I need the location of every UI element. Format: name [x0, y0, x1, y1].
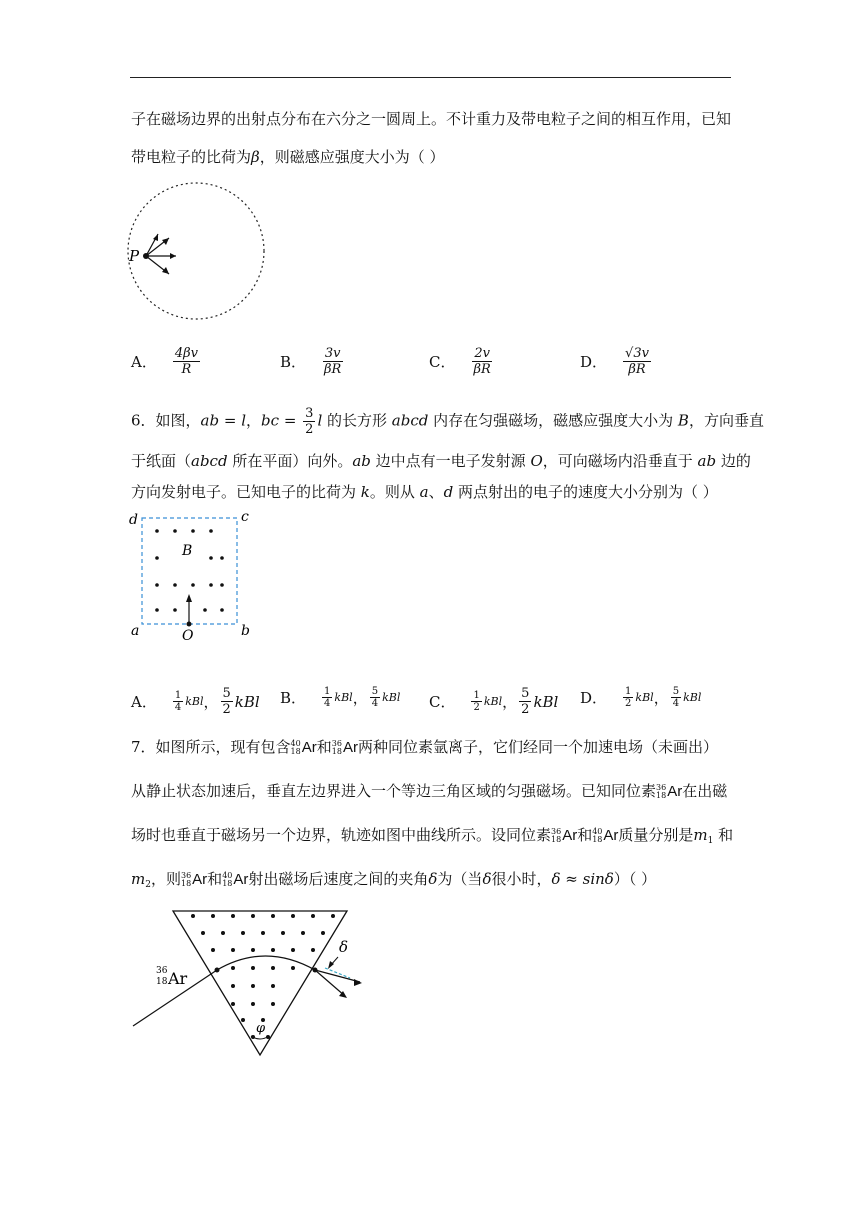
q6-line-2: 于纸面（abcd 所在平面）向外。ab 边中点有一电子发射源 O，可向磁场内沿垂直于 ab 边的 [131, 452, 751, 470]
q6-line-3: 方向发射电子。已知电子的比荷为 k。则从 a、d 两点射出的电子的速度大小分别为（ ） [131, 483, 718, 501]
fraction-3-2: $\frac{3}{2}$ [305, 406, 314, 437]
q5-line-2 [131, 147, 444, 167]
fraction: $\frac{√3v}{\beta R}$ [625, 346, 649, 377]
q5-circle-figure [120, 175, 290, 330]
q7-line-4: $m_2$，则 36 18 Ar 和 40 18 Ar 射出磁场后速度之间的夹角δ为（当δ很小时，δ ≈ sinδ）（ ） [131, 870, 657, 890]
label-b: b [241, 623, 250, 639]
fraction: $\frac{4\beta v}{R}$ [174, 346, 198, 377]
q6-option-a[interactable]: A． $\frac{1}{4}$ kBl ， $\frac{5}{2}$ kBl [131, 686, 260, 717]
isotope-40Ar: 40 18 Ar [290, 739, 317, 756]
iso-mass: 36 [156, 966, 168, 976]
label-O: O [182, 628, 194, 643]
label-P: P [129, 247, 140, 265]
isotope-36Ar: 36 18 Ar [180, 871, 208, 888]
point-O [187, 622, 192, 627]
q5-option-d[interactable]: D． $\frac{√3v}{\beta R}$ [580, 346, 649, 377]
iso-z: 18 [156, 977, 168, 987]
q5-option-c[interactable]: C． $\frac{2v}{\beta R}$ [429, 346, 491, 377]
q5-option-b[interactable]: B． $\frac{3v}{\beta R}$ [280, 346, 342, 377]
q6-line-1: 6．如图，ab = l，bc = $\frac{3}{2}$ l 的长方形 abcd 内存在匀强磁场，磁感应强度大小为 B，方向垂直 [131, 406, 764, 437]
header-rule [130, 77, 731, 78]
fraction: $\frac{2v}{\beta R}$ [473, 346, 491, 377]
q5-text: 带电粒子的比荷为 [131, 148, 252, 166]
label-B: B [182, 543, 193, 559]
q7-line-1: 7．如图所示，现有包含 40 18 Ar 和 36 18 Ar 两种同位素氩离子，它们经同一个加速电场（未画出） [131, 738, 718, 756]
q6-option-b[interactable]: B． $\frac{1}{4}$ kBl ， $\frac{5}{4}$ kBl [280, 686, 401, 709]
iso-symbol: Ar [168, 969, 188, 988]
q6-option-d[interactable]: D． $\frac{1}{2}$ kBl ， $\frac{5}{4}$ kBl [580, 686, 702, 709]
label-delta: δ [339, 938, 349, 956]
isotope-36Ar: 36 18 Ar [656, 783, 683, 800]
q6-option-c[interactable]: C． $\frac{1}{2}$ kBl ， $\frac{5}{2}$ kBl [429, 686, 559, 717]
q7-line-2: 从静止状态加速后，垂直左边界进入一个等边三角区域的匀强磁场。已知同位素 36 18 Ar 在出磁 [131, 782, 728, 800]
beta-symbol: β [251, 148, 260, 166]
q5-option-a[interactable]: A． $\frac{4\beta v}{R}$ [131, 346, 198, 377]
label-phi: φ [256, 1021, 266, 1036]
label-c: c [241, 509, 249, 525]
isotope-40Ar: 40 18 Ar [222, 871, 249, 888]
isotope-40Ar: 40 18 Ar [592, 827, 619, 844]
isotope-36Ar: 36 18 Ar [551, 827, 578, 844]
label-a: a [131, 623, 140, 639]
q7-triangle-figure [125, 900, 375, 1060]
isotope-36Ar: 36 18 Ar [331, 739, 358, 756]
fraction: $\frac{3v}{\beta R}$ [324, 346, 342, 377]
q5-line-1: 子在磁场边界的出射点分布在六分之一圆周上。不计重力及带电粒子之间的相互作用，已知 [131, 110, 732, 128]
q5-text-end: ，则磁感应强度大小为（ ） [259, 148, 445, 166]
label-d: d [129, 512, 138, 528]
q6-rectangle-figure [125, 508, 260, 643]
q7-line-3: 场时也垂直于磁场另一个边界，轨迹如图中曲线所示。设同位素 36 18 Ar 和 40 18 Ar 质量分别是$m_1$ 和 [131, 826, 734, 846]
